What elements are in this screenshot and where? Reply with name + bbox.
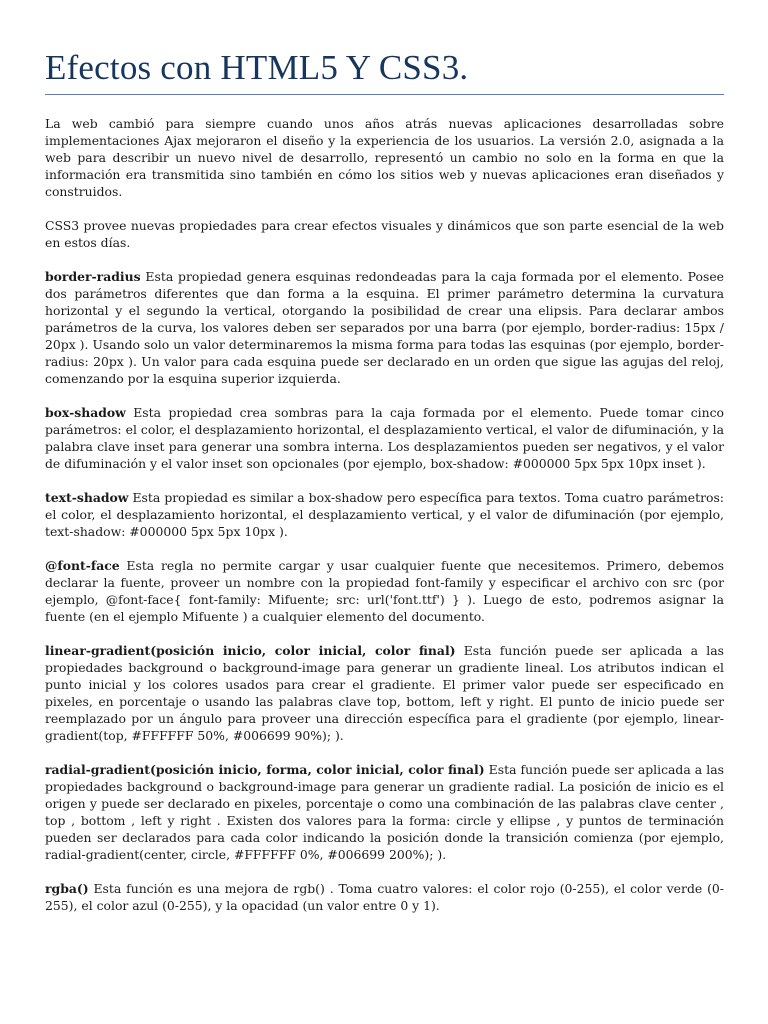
section-text: Esta regla no permite cargar y usar cualquier fuente que necesitemos. Primero, debemos declarar la fuente, proveer un nombre con la propiedad font-family y especificar el archivo con src (por ejemplo, @font-face{ font-family: Mifuente; src: url('font.ttf') } ). Luego de esto, podremos asignar la fuente (en el ejemplo Mifuente ) a cualquier elemento del documento.: [45, 558, 724, 624]
page-title: Efectos con HTML5 Y CSS3.: [45, 48, 469, 87]
section-term: text-shadow: [45, 490, 129, 505]
section-font-face: [45, 557, 724, 625]
section-text: Esta propiedad crea sombras para la caja formada por el elemento. Puede tomar cinco parámetros: el color, el desplazamiento horizontal, el desplazamiento vertical, el valor de difuminación, y la palabra clave inset para generar una sombra interna. Los desplazamientos pueden ser negativos, y el valor de difuminación y el valor inset son opcionales (por ejemplo, box-shadow: #000000 5px 5px 10px inset ).: [45, 405, 724, 471]
section-text: Esta función puede ser aplicada a las propiedades background o background-image para generar un gradiente lineal. Los atributos indican el punto inicial y los colores usados para crear el gradiente. El primer valor puede ser especificado en pixeles, en porcentaje o usando las palabras clave top, bottom, left y right. El punto de inicio puede ser reemplazado por un ángulo para proveer una dirección específica para el gradiente (por ejemplo, linear-gradient(top, #FFFFFF 50%, #006699 90%); ).: [45, 643, 724, 743]
section-text: Esta propiedad es similar a box-shadow pero específica para textos. Toma cuatro parámetros: el color, el desplazamiento horizontal, el desplazamiento vertical, y el valor de difuminación (por ejemplo, text-shadow: #000000 5px 5px 10px ).: [45, 490, 724, 539]
section-term: box-shadow: [45, 405, 126, 420]
section-radial-gradient: [45, 761, 724, 863]
section-text: Esta propiedad genera esquinas redondeadas para la caja formada por el elemento. Posee dos parámetros diferentes que dan forma a la esquina. El primer parámetro determina la curvatura horizontal y el segundo la vertical, otorgando la posibilidad de crear una elipsis. Para declarar ambos parámetros de la curva, los valores deben ser separados por una barra (por ejemplo, border-radius: 15px / 20px ). Usando solo un valor determinaremos la misma forma para todas las esquinas (por ejemplo, border-radius: 20px ). Un valor para cada esquina puede ser declarado en un orden que sigue las agujas del reloj, comenzando por la esquina superior izquierda.: [45, 269, 724, 386]
section-term: rgba(): [45, 881, 89, 896]
intro-paragraph-css3: CSS3 provee nuevas propiedades para crear efectos visuales y dinámicos que son parte esencial de la web en estos días.: [45, 218, 724, 250]
section-text-shadow: [45, 489, 724, 540]
section-term: border-radius: [45, 269, 141, 284]
intro-paragraph-web: La web cambió para siempre cuando unos años atrás nuevas aplicaciones desarrolladas sobre implementaciones Ajax mejoraron el diseño y la experiencia de los usuarios. La versión 2.0, asignada a la web para describir un nuevo nivel de desarrollo, representó un cambio no solo en la forma en que la información era transmitida sino también en cómo los sitios web y nuevas aplicaciones eran diseñados y construidos.: [45, 116, 724, 199]
section-term: @font-face: [45, 558, 120, 573]
section-term: radial-gradient(posición inicio, forma, color inicial, color final): [45, 762, 485, 777]
section-rgba: [45, 880, 724, 914]
section-box-shadow: [45, 404, 724, 472]
section-text: Esta función puede ser aplicada a las propiedades background o background-image para generar un gradiente radial. La posición de inicio es el origen y puede ser declarado en pixeles, porcentaje o como una combinación de las palabras clave center , top , bottom , left y right . Existen dos valores para la forma: circle y ellipse , y puntos de terminación pueden ser declarados para cada color indicando la posición donde la transición comienza (por ejemplo, radial-gradient(center, circle, #FFFFFF 0%, #006699 200%); ).: [45, 762, 724, 862]
title-underline: [45, 94, 724, 95]
section-linear-gradient: [45, 642, 724, 744]
section-border-radius: [45, 268, 724, 387]
document-page: [45, 0, 724, 931]
section-term: linear-gradient(posición inicio, color inicial, color final): [45, 643, 456, 658]
section-text: Esta función es una mejora de rgb() . Toma cuatro valores: el color rojo (0-255), el color verde (0-255), el color azul (0-255), y la opacidad (un valor entre 0 y 1).: [45, 881, 724, 913]
